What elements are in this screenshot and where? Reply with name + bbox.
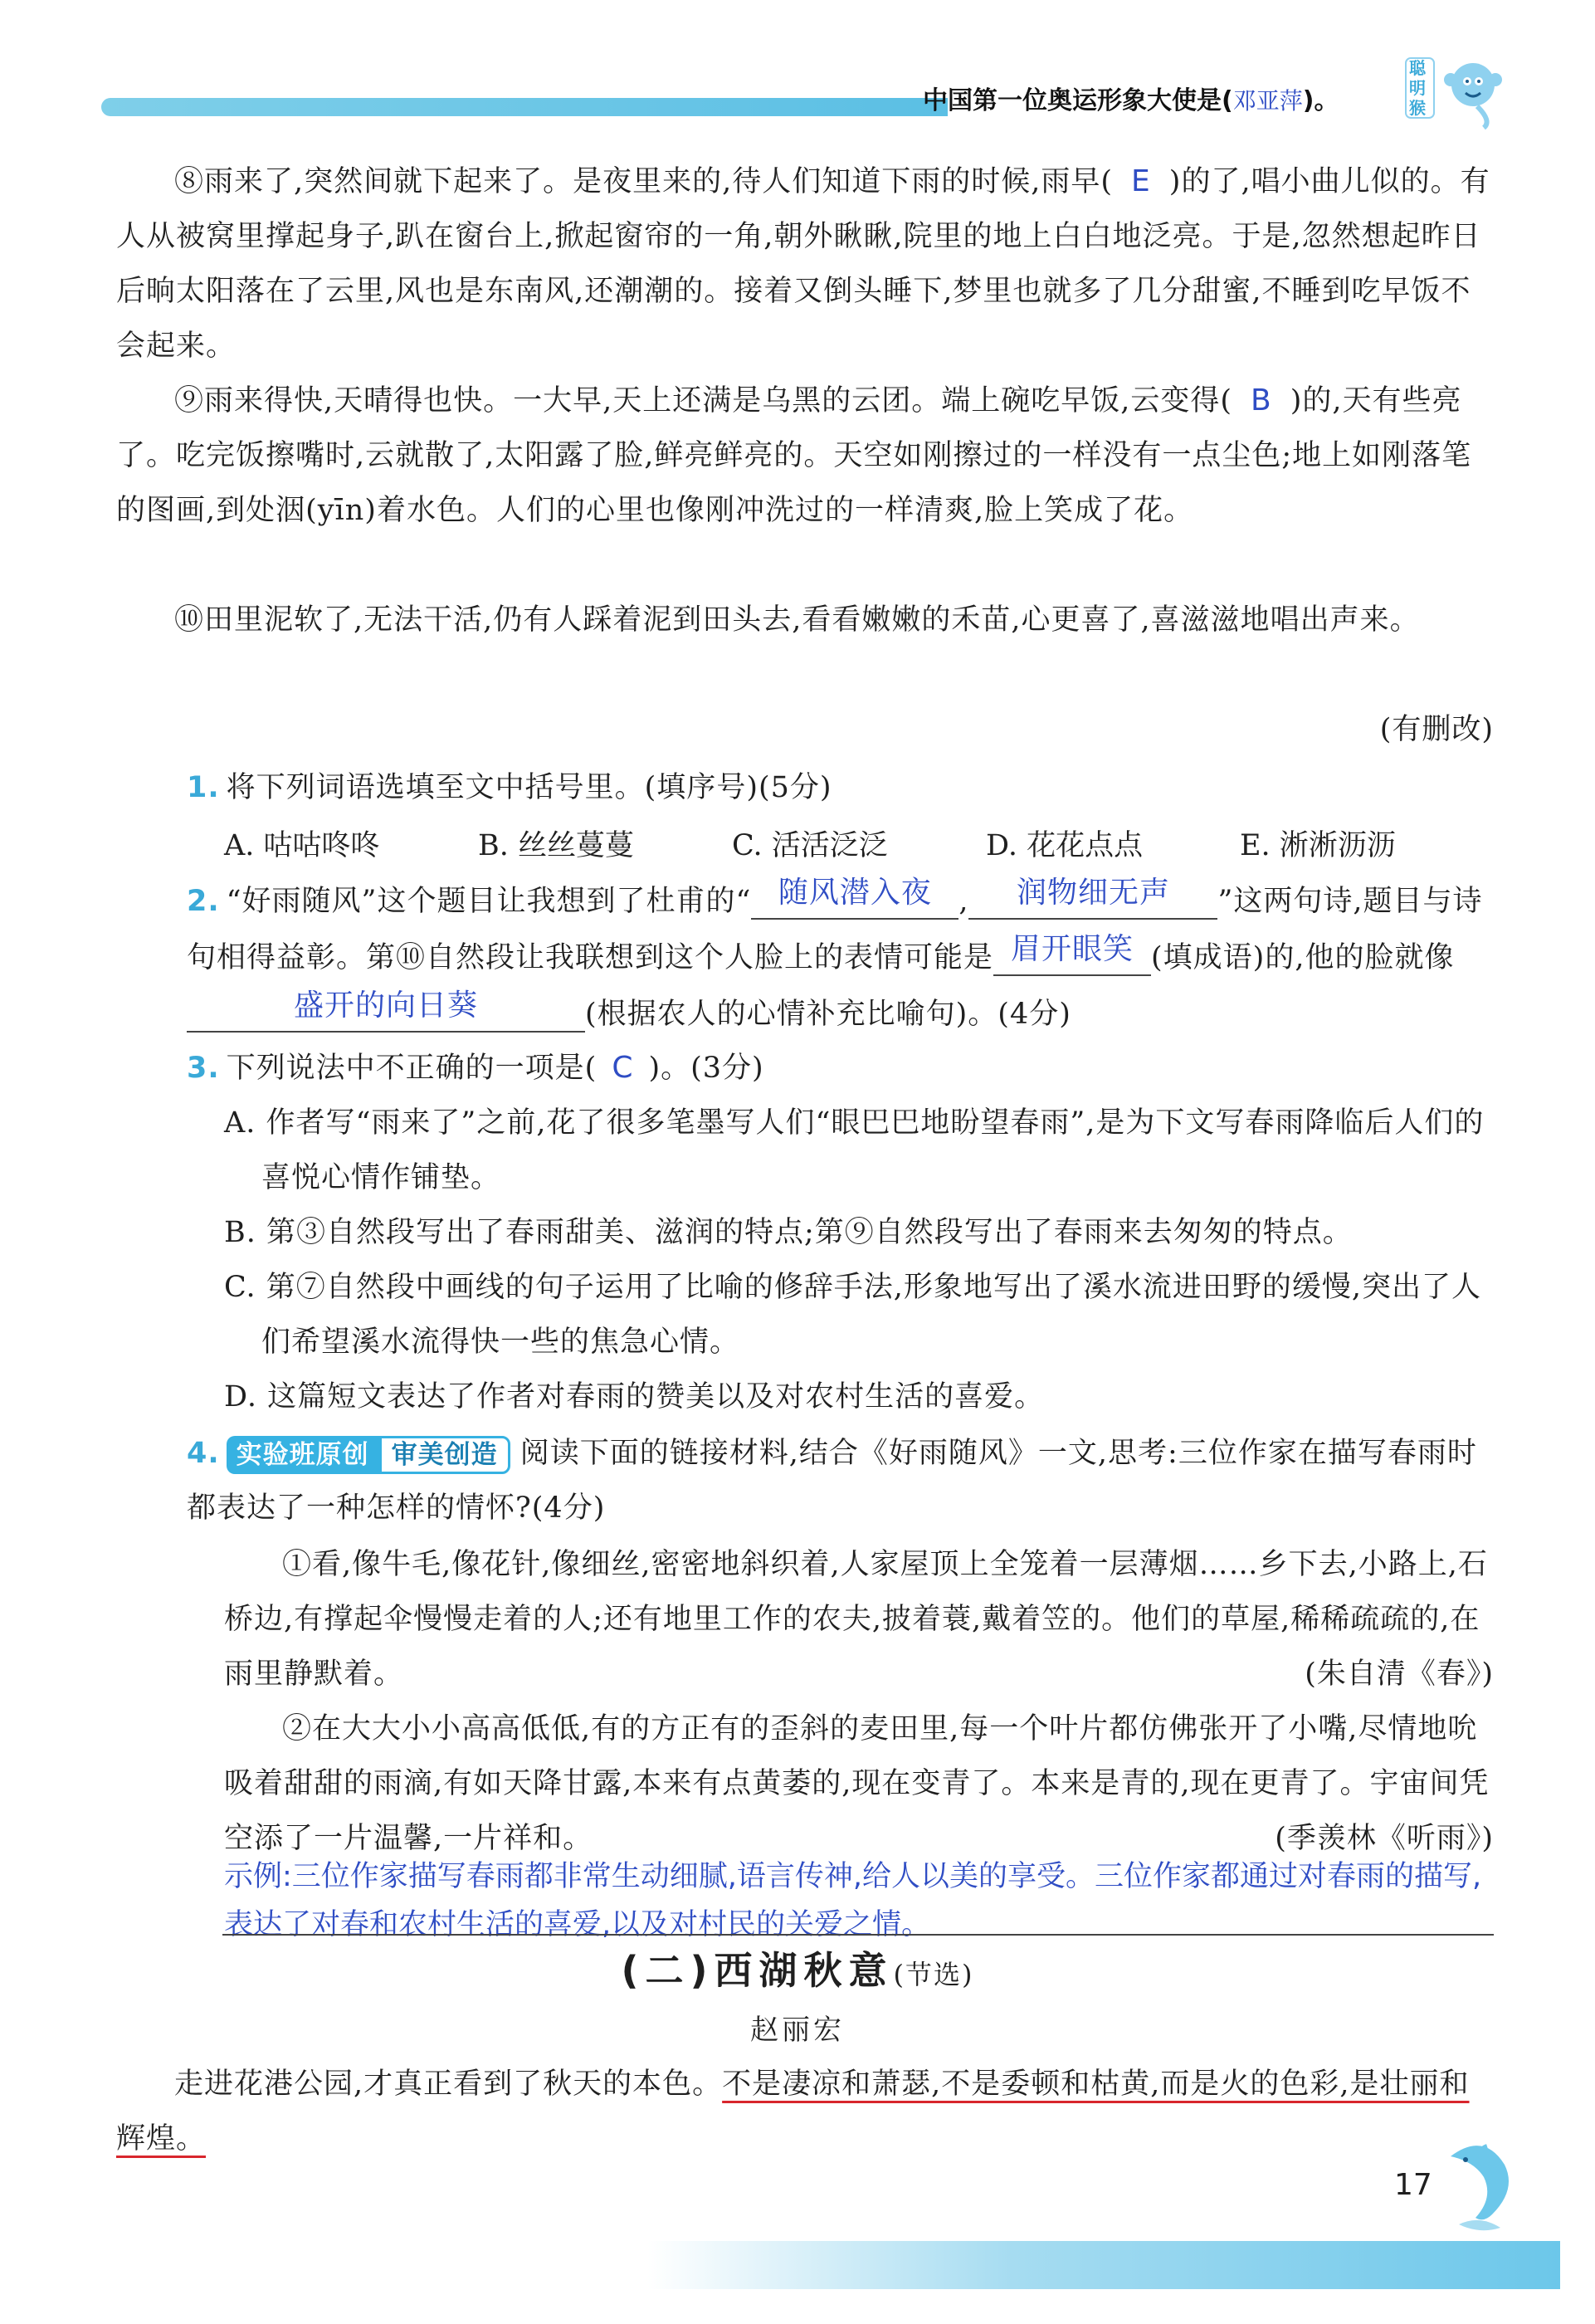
header-band bbox=[101, 98, 948, 116]
section-2-title bbox=[0, 1941, 1595, 1995]
option-e: E. 淅淅沥沥 bbox=[1240, 829, 1396, 862]
question-1-number: 1. bbox=[187, 771, 220, 804]
passage-paragraph-8 bbox=[116, 154, 1494, 374]
answer-blank-2 bbox=[968, 876, 1217, 920]
tag-original-question: 实验班原创 bbox=[227, 1436, 379, 1474]
section-2-paragraph-1 bbox=[116, 2057, 1494, 2166]
linked-material-2: ②在大大小小高高低低,有的方正有的歪斜的麦田里,每一个叶片都仿佛张开了小嘴,尽情地吮吸着甜甜的雨滴,有如天降甘露,本来有点黄萎的,现在变青了。本来是青的,现在更青了。宇宙间凭空添了一片温馨,一片祥和。 bbox=[224, 1712, 1490, 1855]
option-c: C. 活活泛泛 bbox=[732, 829, 888, 862]
question-4-number: 4. bbox=[187, 1437, 220, 1470]
question-4-answer: 示例:三位作家描写春雨都非常生动细腻,语言传神,给人以美的享受。三位作家都通过对春雨的描写,表达了对春和农村生活的喜爱,以及对村民的关爱之情。 bbox=[224, 1860, 1482, 1941]
section-2-title-text: (二)西湖秋意 bbox=[621, 1948, 894, 1993]
header-question-close: )。 bbox=[1302, 86, 1339, 115]
question-2-text-5: (根据农人的心情补充比喻句)。(4分) bbox=[585, 998, 1071, 1031]
question-2-text-4: (填成语)的,他的脸就像 bbox=[1151, 941, 1455, 974]
question-3 bbox=[187, 1041, 1494, 1096]
p8-text-before: ⑧雨来了,突然间就下起来了。是夜里来的,待人们知道下雨的时候,雨早( bbox=[174, 165, 1114, 198]
answer-line bbox=[222, 1934, 1494, 1936]
p9-answer: B bbox=[1251, 383, 1272, 417]
source-note: (有删改) bbox=[1379, 713, 1494, 746]
question-2-text-3: ”这两句诗,题目与诗句相得益彰。第⑩自然段让我联想到这个人脸上的表情可能是 bbox=[187, 885, 1483, 974]
question-1 bbox=[187, 760, 1494, 815]
answer-4: 盛开的向日葵 bbox=[293, 989, 478, 1023]
option-d: D. 花花点点 bbox=[986, 829, 1144, 862]
question-3-option-b: B. 第③自然段写出了春雨甜美、滋润的特点;第⑨自然段写出了春雨来去匆匆的特点。 bbox=[224, 1216, 1353, 1249]
linked-material-1: ①看,像牛毛,像花针,像细丝,密密地斜织着,人家屋顶上全笼着一层薄烟……乡下去,小路上,石桥边,有撑起伞慢慢走着的人;还有地里工作的农夫,披着蓑,戴着笠的。他们的草屋,稀稀疏疏的,在雨里静默着。 bbox=[224, 1548, 1488, 1691]
p8-text-after: )的了,唱小曲儿似的。有人从被窝里撑起身子,趴在窗台上,掀起窗帘的一角,朝外瞅瞅,院里的地上白白地泛亮。于是,忽然想起昨日后晌太阳落在了云里,风也是东南风,还潮潮的。接着又倒头睡下,梦里也就多了几分甜蜜,不睡到吃早饭不会起来。 bbox=[116, 165, 1490, 363]
footer-band bbox=[647, 2241, 1560, 2289]
question-2-text-2: , bbox=[958, 885, 969, 918]
question-4 bbox=[187, 1426, 1494, 1536]
question-1-options bbox=[224, 818, 1494, 873]
question-3-text-before: 下列说法中不正确的一项是( bbox=[226, 1052, 598, 1085]
question-4-text: 阅读下面的链接材料,结合《好雨随风》一文,思考:三位作家在描写春雨时都表达了一种怎样的情怀?(4分) bbox=[187, 1437, 1477, 1525]
section-2-note: (节选) bbox=[893, 1959, 974, 1990]
question-3-number: 3. bbox=[187, 1052, 220, 1085]
answer-2: 润物细无声 bbox=[1016, 876, 1170, 910]
p9-text-after: )的,天有些亮了。吃完饭擦嘴时,云就散了,太阳露了脸,鲜亮鲜亮的。天空如刚擦过的一样没有一点尘色;地上如刚落笔的图画,到处洇(yīn)着水色。人们的心里也像刚冲洗过的一样清爽,脸上笑成了花。 bbox=[116, 384, 1472, 527]
question-2 bbox=[187, 873, 1494, 1042]
header-question bbox=[923, 80, 1339, 116]
p9-text-before: ⑨雨来得快,天晴得也快。一大早,天上还满是乌黑的云团。端上碗吃早饭,云变得( bbox=[174, 384, 1233, 417]
monkey-mascot-icon bbox=[1394, 46, 1502, 129]
question-1-text: 将下列词语选填至文中括号里。(填序号)(5分) bbox=[226, 771, 832, 804]
section-2-author: 赵丽宏 bbox=[750, 2014, 845, 2047]
passage-paragraph-10: ⑩田里泥软了,无法干活,仍有人踩着泥到田头去,看看嫩嫩的禾苗,心更喜了,喜滋滋地唱出声来。 bbox=[174, 603, 1420, 637]
option-a: A. 咕咕咚咚 bbox=[224, 829, 380, 862]
question-3-option-c: C. 第⑦自然段中画线的句子运用了比喻的修辞手法,形象地写出了溪水流进田野的缓慢,突出了人们希望溪水流得快一些的焦急心情。 bbox=[224, 1271, 1482, 1359]
dolphin-icon bbox=[1434, 2131, 1525, 2239]
question-3-option-d: D. 这篇短文表达了作者对春雨的赞美以及对农村生活的喜爱。 bbox=[224, 1380, 1045, 1413]
passage-paragraph-9 bbox=[116, 374, 1494, 538]
p8-answer: E bbox=[1131, 164, 1151, 198]
question-2-number: 2. bbox=[187, 885, 220, 918]
question-3-answer: C bbox=[612, 1051, 634, 1085]
answer-blank-1 bbox=[751, 876, 958, 920]
answer-3: 眉开眼笑 bbox=[1011, 932, 1134, 966]
header-question-text: 中国第一位奥运形象大使是( bbox=[923, 86, 1233, 115]
answer-blank-3 bbox=[993, 932, 1151, 976]
mascot-label: 聪明猴 bbox=[1409, 58, 1426, 118]
answer-blank-4 bbox=[187, 989, 585, 1033]
question-3-option-a: A. 作者写“雨来了”之前,花了很多笔墨写人们“眼巴巴地盼望春雨”,是为下文写春雨降临后人们的喜悦心情作铺垫。 bbox=[224, 1106, 1485, 1194]
section-2-underlined-text: 不是凄凉和萧瑟,不是委顿和枯黄,而是火的色彩,是壮丽和辉煌。 bbox=[116, 2068, 1470, 2156]
linked-material-2-source: (季羡林《听雨》) bbox=[1275, 1822, 1494, 1855]
option-b: B. 丝丝蔓蔓 bbox=[478, 829, 634, 862]
section-2-text: 走进花港公园,才真正看到了秋天的本色。 bbox=[174, 2068, 723, 2101]
question-2-text-1: “好雨随风”这个题目让我想到了杜甫的“ bbox=[226, 885, 752, 918]
linked-material-1-source: (朱自清《春》) bbox=[1305, 1658, 1494, 1691]
question-3-text-after: )。(3分) bbox=[648, 1052, 764, 1085]
header-answer: 邓亚萍 bbox=[1232, 87, 1303, 115]
tag-aesthetic-creation: 审美创造 bbox=[379, 1436, 510, 1474]
answer-1: 随风潜入夜 bbox=[778, 876, 932, 910]
page-number: 17 bbox=[1394, 2168, 1432, 2202]
